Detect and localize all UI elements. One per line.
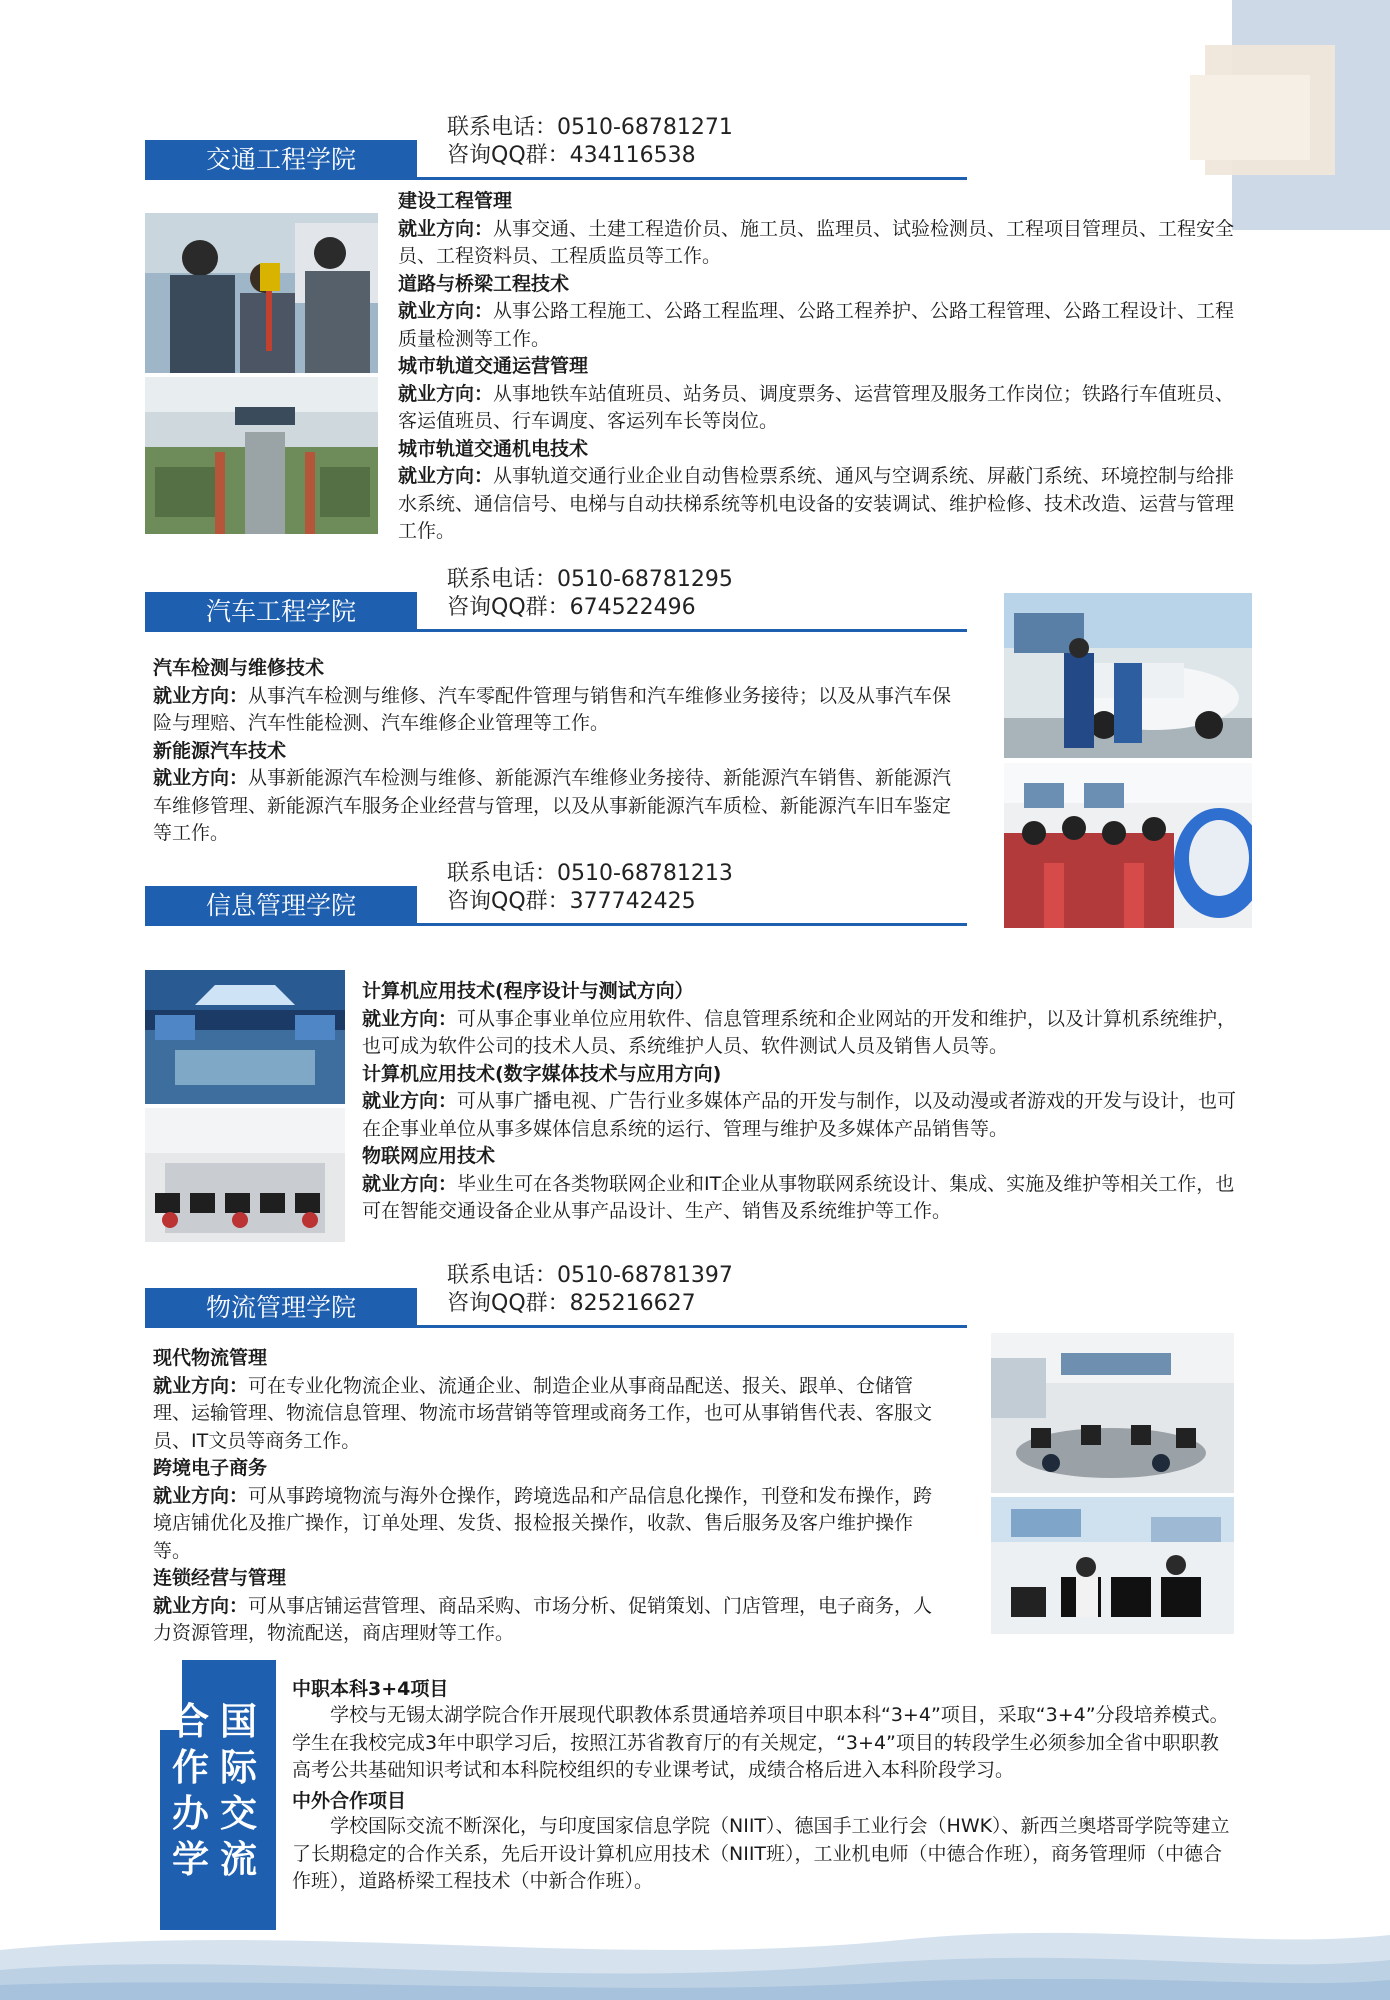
section-contact [447,1262,733,1318]
major-title: 连锁经营与管理 [153,1567,287,1589]
section-contact [447,860,733,916]
major-desc [153,1373,943,1456]
section-title: 汽车工程学院 [145,592,417,632]
employment-label: 就业方向： [398,465,494,487]
intl-char: 际 [220,1746,257,1789]
section-header-auto [145,567,825,632]
section-underline [417,1325,967,1328]
major-title: 建设工程管理 [398,190,513,212]
major-desc [398,463,1246,546]
intl-char: 学 [172,1838,209,1881]
intl-item-title: 中职本科3+4项目 [292,1678,449,1700]
bottom-wave-decoration [0,1880,1390,2000]
employment-text: 从事交通、土建工程造价员、施工员、监理员、试验检测员、工程项目管理员、工程安全员、工程资料员、工程质监员等工作。 [398,217,1235,267]
employment-label: 就业方向： [398,300,494,322]
major-desc [398,298,1246,353]
section-title: 交通工程学院 [145,140,417,180]
photo-rail-model-lab [145,377,378,534]
employment-text: 可从事跨境物流与海外仓操作，跨境选品和产品信息化操作，刊登和发布操作，跨境店铺优化及推广操作，订单处理、发货、报检报关操作，收款、售后服务及客户维护操作等。 [153,1484,933,1562]
employment-text: 可从事企事业单位应用软件、信息管理系统和企业网站的开发和维护，以及计算机系统维护，也可成为软件公司的技术人员、系统维护人员、软件测试人员及销售人员等。 [362,1007,1237,1057]
photo-computer-lab [145,1108,345,1242]
photo-car-repair-workshop [1004,593,1252,758]
employment-label: 就业方向： [362,1090,458,1112]
major-title: 计算机应用技术(数字媒体技术与应用方向) [362,1062,722,1085]
employment-label: 就业方向： [153,767,249,789]
section-header-traffic [145,115,825,180]
qq-group: 咨询QQ群：377742425 [447,889,696,914]
auto-majors [153,655,961,848]
employment-text: 可从事广播电视、广告行业多媒体产品的开发与制作，以及动漫或者游戏的开发与设计，也可在企事业单位从事多媒体信息系统的运行、管理与维护及多媒体产品销售等。 [362,1090,1237,1140]
major-title: 新能源汽车技术 [153,739,287,762]
intl-char: 交 [220,1792,257,1835]
major-desc [398,216,1246,271]
photo-smart-transport-lab [145,970,345,1104]
major-title: 物联网应用技术 [362,1145,496,1167]
major-title: 跨境电子商务 [153,1457,268,1479]
major-desc [362,1088,1250,1143]
intl-item-text: 学校与无锡太湖学院合作开展现代职教体系贯通培养项目中职本科“3+4”项目，采取“3+4”分段培养模式。学生在我校完成3年中职学习后，按照江苏省教育厅的有关规定，“3+4”项目的转段学生必须参加全省中职职教高考公共基础知识考试和本科院校组织的专业课考试，成绩合格后进入本科阶段学习。 [292,1704,1229,1781]
intl-char: 办 [172,1792,209,1835]
qq-group: 咨询QQ群：434116538 [447,143,696,168]
corner-decoration-light [1190,75,1310,160]
employment-label: 就业方向： [153,1484,249,1507]
major-desc [362,1006,1250,1061]
phone-number: 联系电话：0510-68781213 [447,861,733,886]
major-desc [398,381,1246,436]
employment-label: 就业方向： [398,382,494,405]
intl-char: 作 [172,1746,209,1789]
employment-text: 毕业生可在各类物联网企业和IT企业从事物联网系统设计、集成、实施及维护等相关工作，也可在智能交通设备企业从事产品设计、生产、销售及系统维护等工作。 [362,1172,1235,1222]
employment-label: 就业方向： [153,1374,249,1397]
intl-char: 合 [172,1700,209,1743]
employment-text: 从事公路工程施工、公路工程监理、公路工程养护、公路工程管理、公路工程设计、工程质量检测等工作。 [398,300,1235,350]
qq-group: 咨询QQ群：825216627 [447,1291,696,1316]
major-title: 道路与桥梁工程技术 [398,272,570,295]
major-title: 现代物流管理 [153,1347,268,1369]
major-desc [153,1593,943,1648]
section-underline [417,923,967,926]
section-contact [447,566,733,622]
photo-surveying-students [145,213,378,373]
employment-text: 从事新能源汽车检测与维修、新能源汽车维修业务接待、新能源汽车销售、新能源汽车维修管理、新能源汽车服务企业经营与管理，以及从事新能源汽车质检、新能源汽车旧车鉴定等工作。 [153,767,952,844]
phone-number: 联系电话：0510-68781271 [447,115,733,140]
section-underline [417,629,967,632]
traffic-majors [398,188,1246,546]
employment-text: 从事轨道交通行业企业自动售检票系统、通风与空调系统、屏蔽门系统、环境控制与给排水系统、通信信号、电梯与自动扶梯系统等机电设备的安装调试、维护检修、技术改造、运营与管理工作。 [398,465,1235,542]
employment-label: 就业方向： [153,1594,249,1617]
major-desc [153,1483,943,1566]
logistics-majors [153,1345,943,1648]
section-contact [447,114,733,170]
major-desc [153,765,961,848]
qq-group: 咨询QQ群：674522496 [447,595,696,620]
employment-label: 就业方向： [153,684,249,707]
section-header-info [145,861,825,926]
major-desc [362,1171,1250,1226]
major-desc [153,683,961,738]
section-title: 信息管理学院 [145,886,417,926]
employment-label: 就业方向： [362,1007,458,1030]
employment-label: 就业方向： [362,1172,458,1195]
employment-text: 从事地铁车站值班员、站务员、调度票务、运营管理及服务工作岗位；铁路行车值班员、客运值班员、行车调度、客运列车长等岗位。 [398,382,1235,432]
photo-ecommerce-lab [991,1497,1234,1634]
intl-item-title: 中外合作项目 [292,1790,407,1812]
photo-logistics-training-room [991,1333,1234,1493]
employment-text: 从事汽车检测与维修、汽车零配件管理与销售和汽车维修业务接待；以及从事汽车保险与理赔、汽车性能检测、汽车维修企业管理等工作。 [153,684,952,734]
info-majors [362,978,1250,1226]
section-header-logistics [145,1263,825,1328]
phone-number: 联系电话：0510-68781295 [447,567,733,592]
intl-char: 国 [220,1700,257,1743]
phone-number: 联系电话：0510-68781397 [447,1263,733,1288]
intl-item-text: 学校国际交流不断深化，与印度国家信息学院（NIIT）、德国手工业行会（HWK）、新西兰奥塔哥学院等建立了长期稳定的合作关系，先后开设计算机应用技术（NIIT班），工业机电师（中德合作班），商务管理师（中德合作班），道路桥梁工程技术（中新合作班）。 [292,1815,1230,1892]
photo-new-energy-lab [1004,763,1252,928]
employment-text: 可在专业化物流企业、流通企业、制造企业从事商品配送、报关、跟单、仓储管理、运输管理、物流信息管理、物流市场营销等管理或商务工作，也可从事销售代表、客服文员、IT文员等商务工作。 [153,1374,933,1452]
section-underline [417,177,967,180]
section-title: 物流管理学院 [145,1288,417,1328]
intl-char: 流 [220,1838,257,1881]
employment-label: 就业方向： [398,217,494,240]
major-title: 城市轨道交通运营管理 [398,355,589,377]
employment-text: 可从事店铺运营管理、商品采购、市场分析、促销策划、门店管理，电子商务，人力资源管理，物流配送，商店理财等工作。 [153,1594,933,1644]
major-title: 计算机应用技术(程序设计与测试方向） [362,980,694,1002]
major-title: 城市轨道交通机电技术 [398,437,589,460]
major-title: 汽车检测与维修技术 [153,657,325,679]
